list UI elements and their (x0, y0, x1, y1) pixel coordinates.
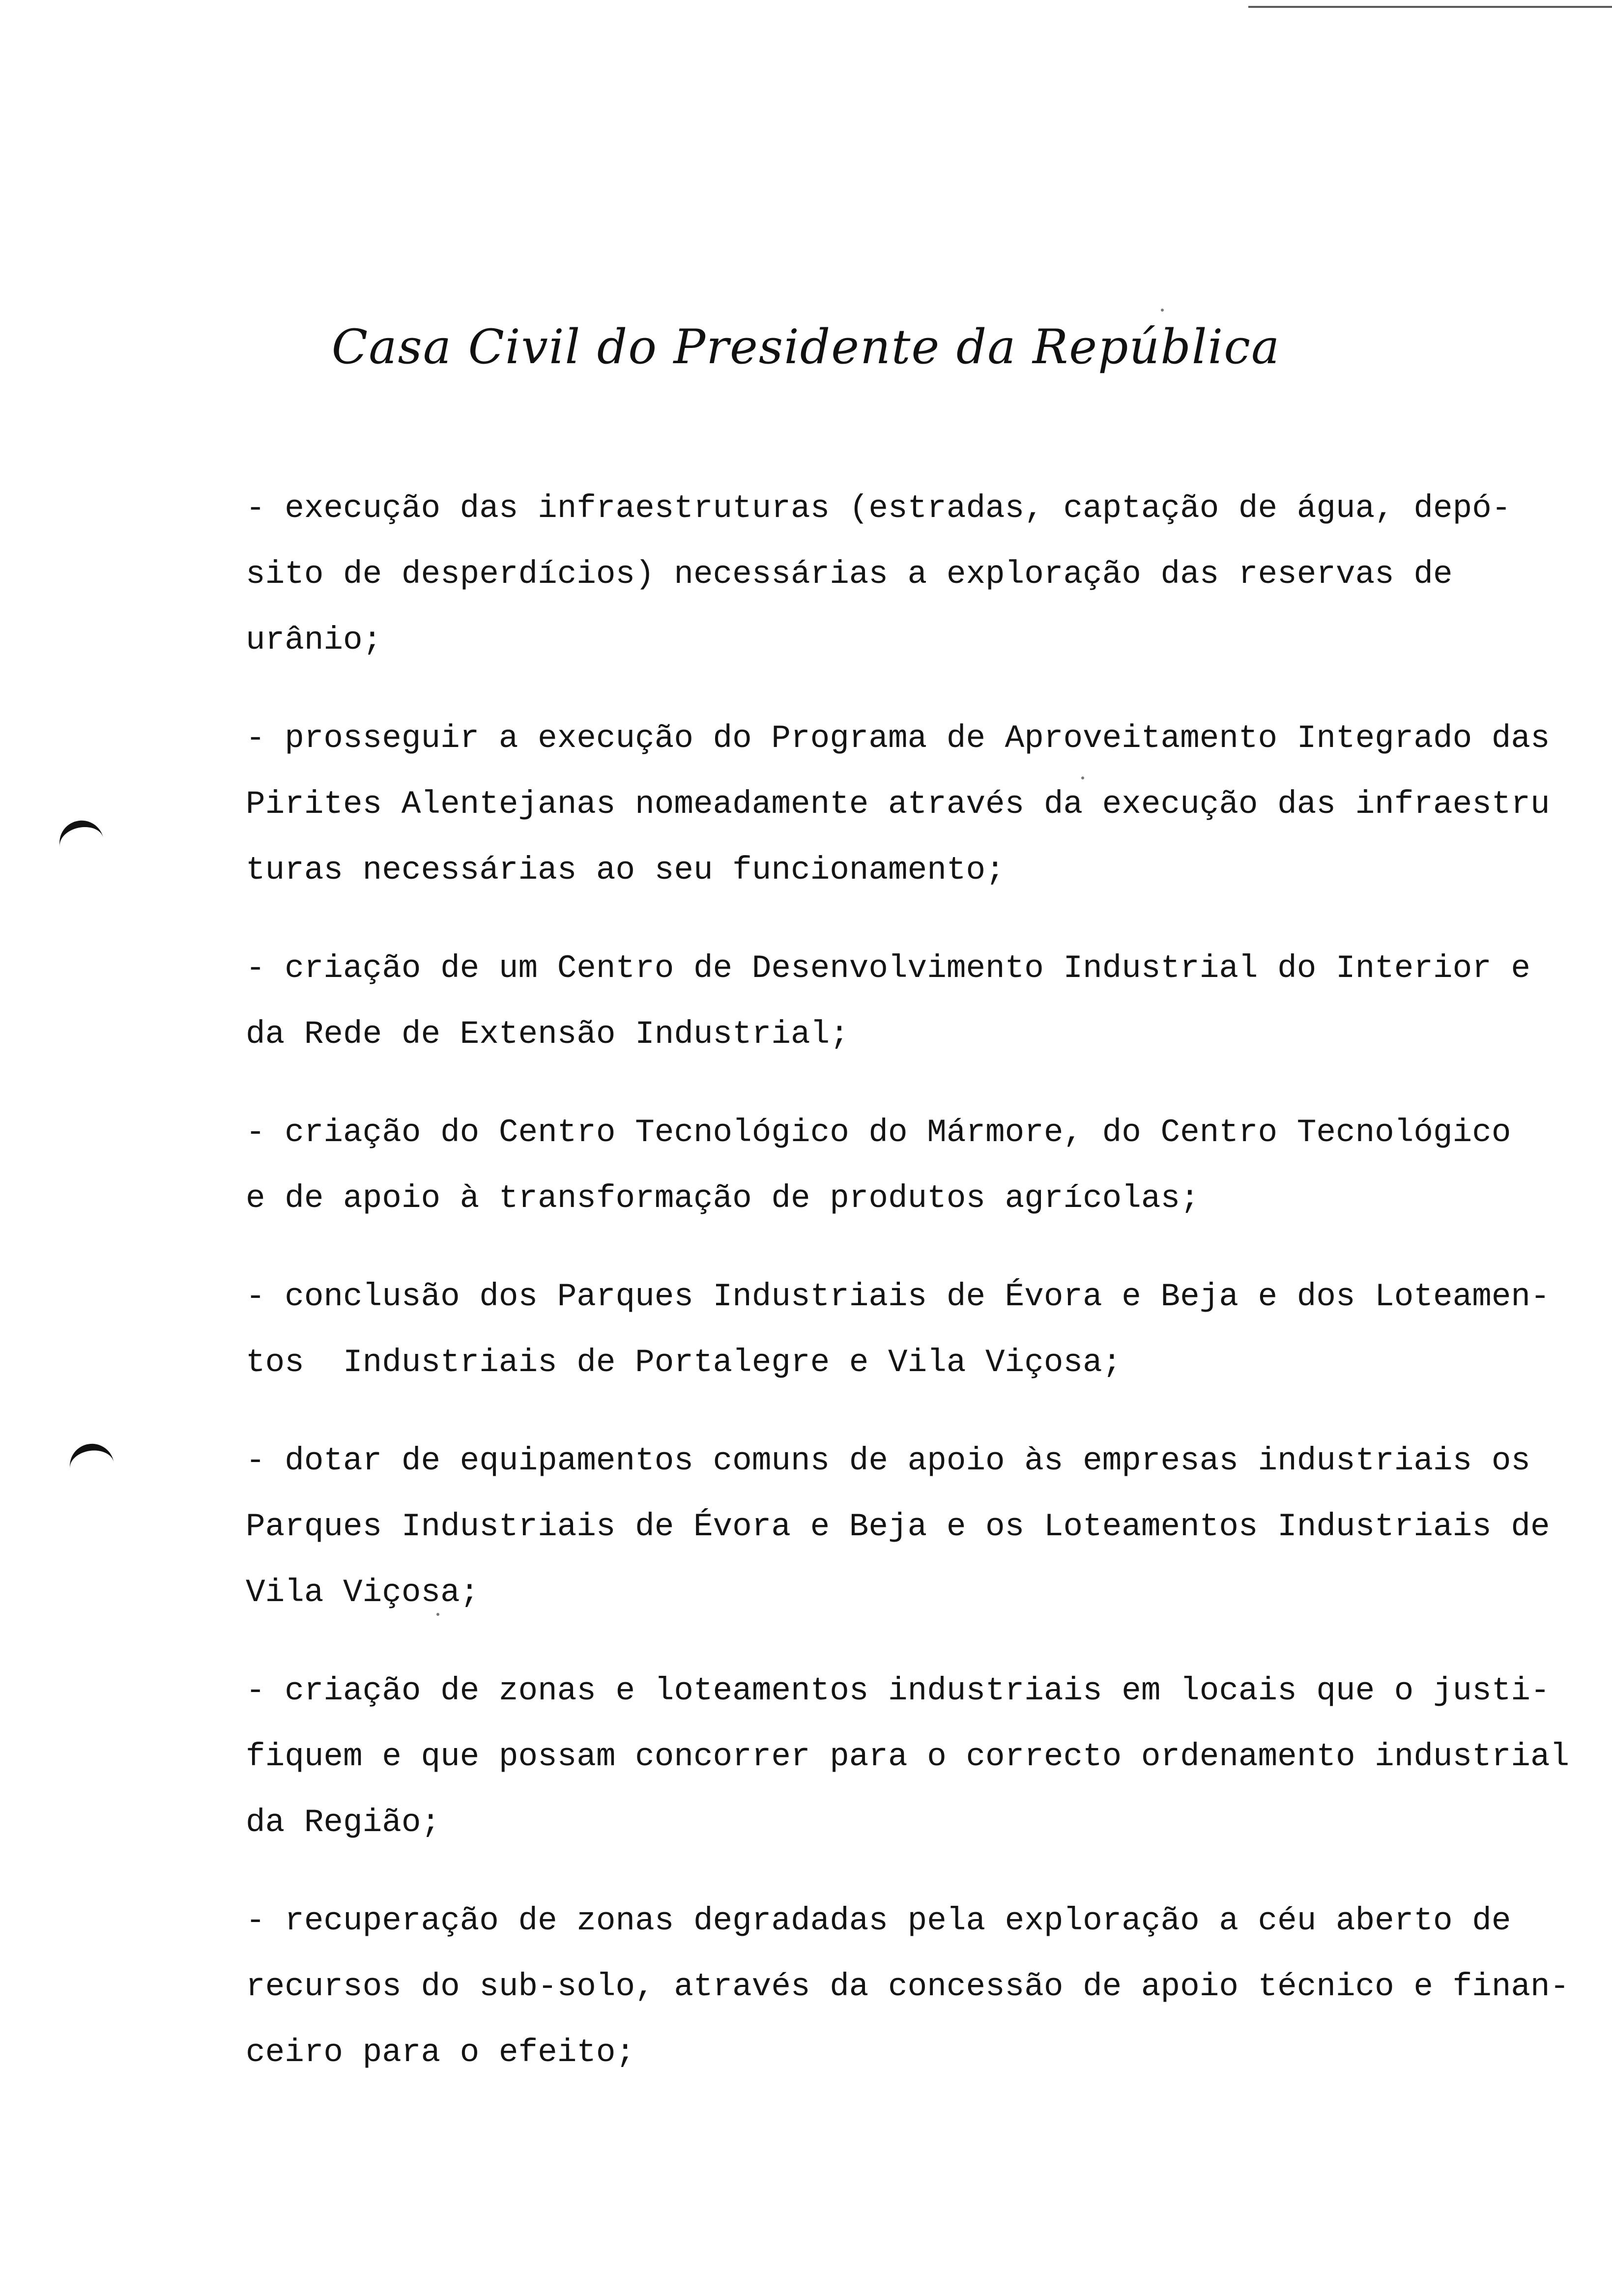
text-line: - criação de zonas e loteamentos industriais em locais que o justi- (246, 1672, 1550, 1709)
punch-hole-mark-icon (67, 1441, 115, 1476)
document-body (246, 476, 1602, 2118)
text-line: recursos do sub-solo, através da concessão de apoio técnico e finan- (246, 1968, 1570, 2005)
text-line: urânio; (246, 622, 382, 659)
list-item (246, 1100, 1602, 1232)
text-line: fiquem e que possam concorrer para o correcto ordenamento industrial (246, 1738, 1570, 1775)
text-line: Pirites Alentejanas nomeadamente através da execução das infraestru (246, 786, 1550, 823)
text-line: e de apoio à transformação de produtos agrícolas; (246, 1180, 1200, 1217)
list-item (246, 1428, 1602, 1626)
text-line: - criação de um Centro de Desenvolvimento Industrial do Interior e (246, 950, 1531, 987)
text-line: da Região; (246, 1804, 441, 1841)
list-item (246, 1888, 1602, 2086)
text-line: - prosseguir a execução do Programa de Aproveitamento Integrado das (246, 720, 1550, 757)
top-edge-rule (1248, 6, 1612, 8)
text-line: - criação do Centro Tecnológico do Mármore, do Centro Tecnológico (246, 1114, 1511, 1151)
list-item (246, 706, 1602, 903)
text-line: Parques Industriais de Évora e Beja e os Loteamentos Industriais de (246, 1508, 1550, 1545)
scan-speck (1161, 309, 1164, 312)
list-item (246, 936, 1602, 1067)
text-line: - conclusão dos Parques Industriais de Évora e Beja e dos Loteamen- (246, 1278, 1550, 1315)
letterhead: Casa Civil do Presidente da República (331, 319, 1281, 374)
text-line: turas necessárias ao seu funcionamento; (246, 852, 1005, 889)
text-line: sito de desperdícios) necessárias a exploração das reservas de (246, 556, 1453, 593)
text-line: da Rede de Extensão Industrial; (246, 1016, 849, 1053)
text-line: Vila Viçosa; (246, 1574, 480, 1611)
text-line: - dotar de equipamentos comuns de apoio às empresas industriais os (246, 1442, 1531, 1479)
list-item (246, 1658, 1602, 1856)
list-item (246, 476, 1602, 673)
text-line: ceiro para o efeito; (246, 2034, 635, 2071)
text-line: - recuperação de zonas degradadas pela exploração a céu aberto de (246, 1902, 1511, 1939)
text-line: tos Industriais de Portalegre e Vila Viçosa; (246, 1344, 1122, 1381)
text-line: - execução das infraestruturas (estradas, captação de água, depó- (246, 490, 1511, 527)
list-item (246, 1264, 1602, 1396)
punch-hole-mark-icon (56, 816, 105, 854)
